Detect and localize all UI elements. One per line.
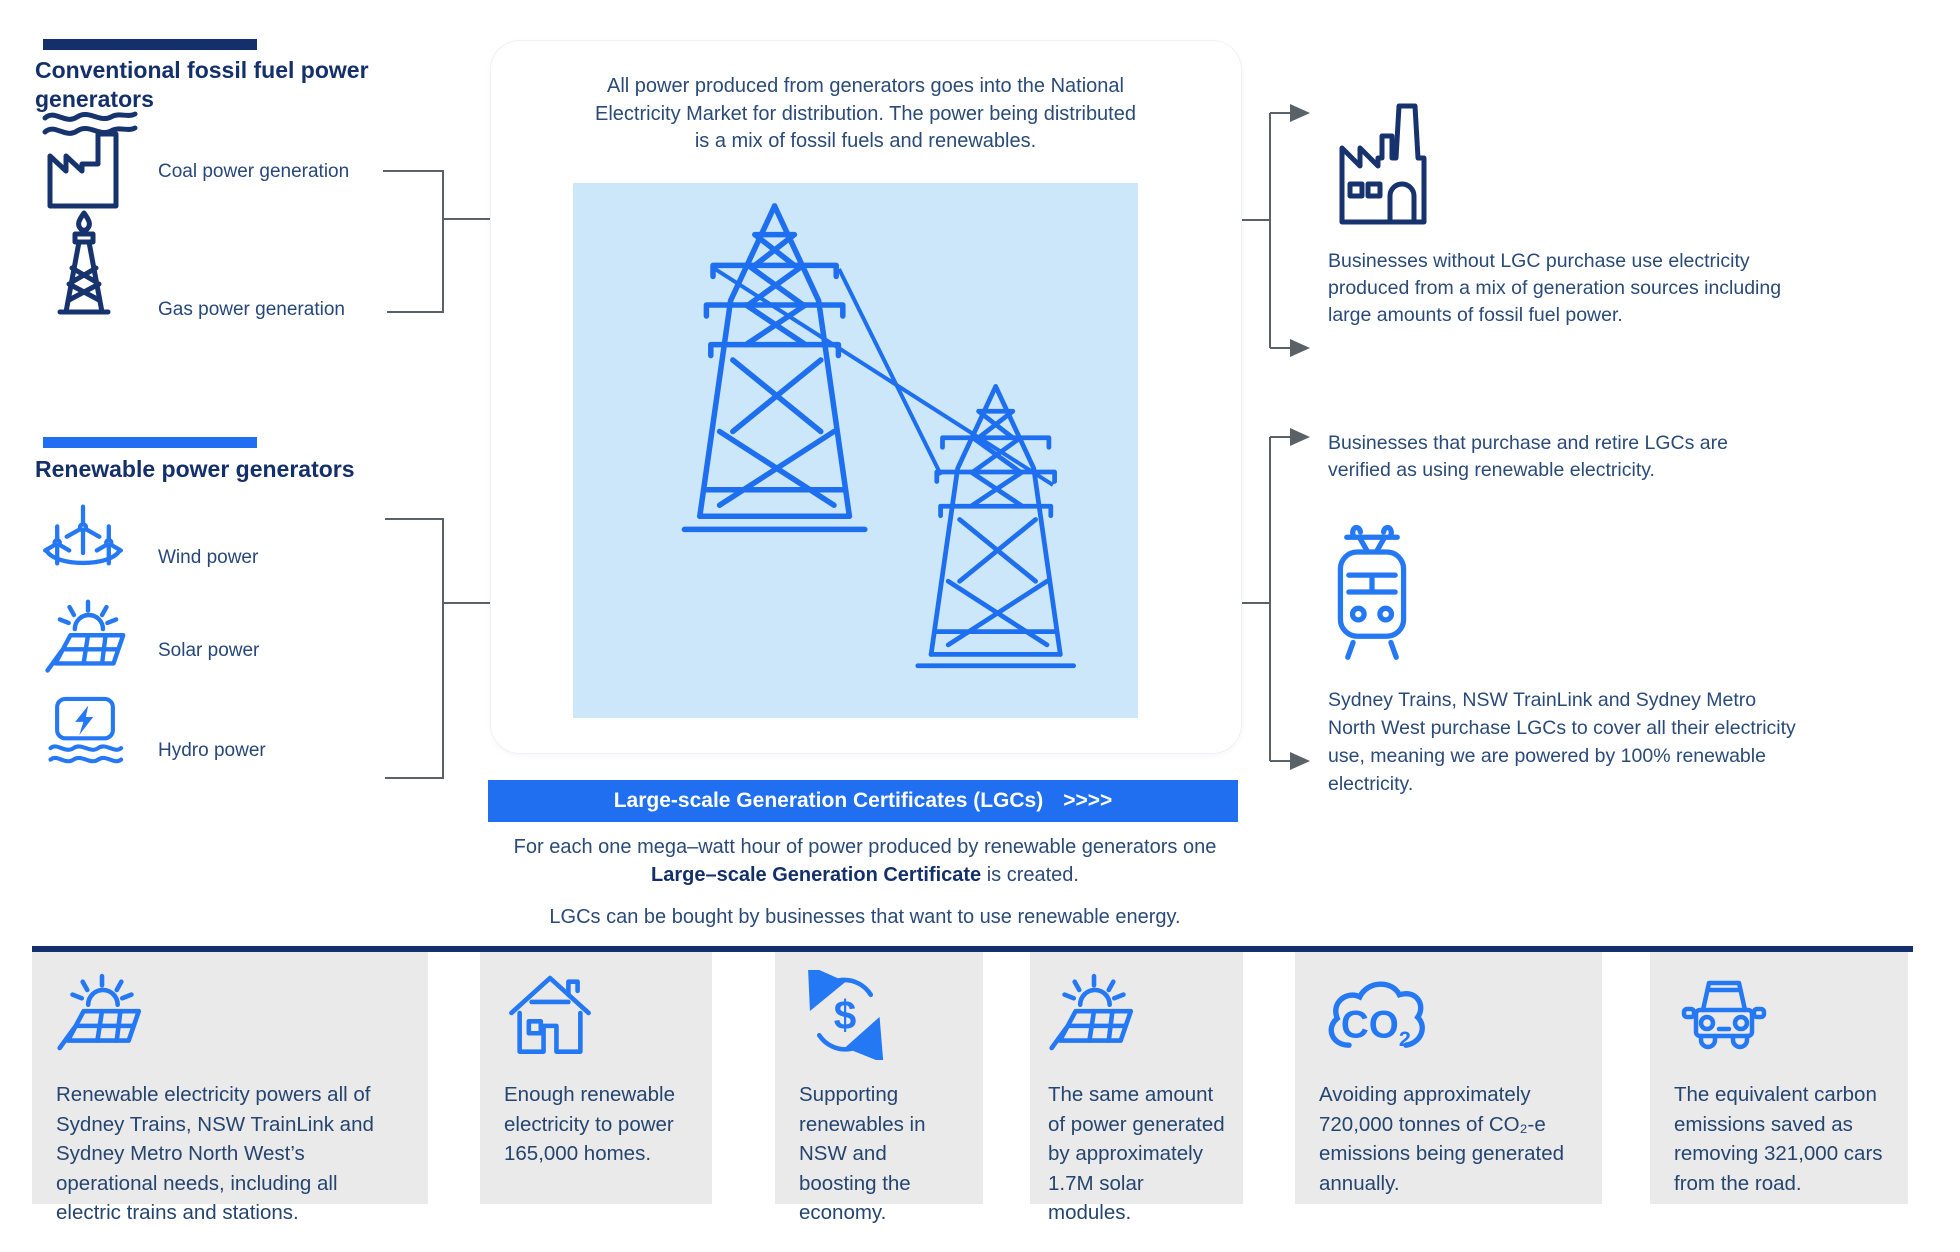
lgc-line2-tail: is created. (981, 864, 1079, 886)
lgc-bold-term: Large–scale Generation Certificate (651, 864, 982, 886)
dollar-cycle-icon (799, 970, 891, 1060)
market-intro-text: All power produced from generators goes into the National Electricity Market for distribution. The power being distributed is a mix of fossil fuels and renewables. (595, 75, 1136, 152)
fossil-section-title: Conventional fossil fuel power generators (35, 57, 369, 112)
benefit-text: The equivalent carbon emissions saved as removing 321,000 cars from the road. (1674, 1083, 1883, 1195)
svg-text:CO2 (1341, 1004, 1411, 1052)
benefit-card-solar-modules (1030, 952, 1243, 1224)
train-icon (1332, 522, 1412, 662)
wind-turbines-icon (40, 498, 126, 584)
car-icon (1674, 970, 1774, 1050)
benefit-text: Supporting renewables in NSW and boosting the economy. (799, 1083, 926, 1224)
dollar-glyph: $ (833, 991, 857, 1038)
benefit-card-renewable-operations (32, 952, 428, 1224)
hydro-power-icon (44, 690, 126, 780)
transmission-towers-icon (573, 183, 1138, 718)
benefit-card-co2 (1295, 952, 1602, 1204)
wind-power-label: Wind power (158, 547, 259, 568)
fossil-section-rule (43, 39, 257, 50)
benefit-card-homes (480, 952, 712, 1204)
hydro-power-label: Hydro power (158, 740, 266, 761)
co2-cloud-icon (1319, 970, 1437, 1056)
coal-power-label: Coal power generation (158, 161, 350, 182)
co2-sub: 2 (1398, 1027, 1411, 1052)
renewable-section-title: Renewable power generators (35, 456, 355, 482)
gas-power-label: Gas power generation (158, 299, 345, 320)
business-factory-icon (1332, 98, 1436, 228)
lgc-banner (488, 780, 1238, 822)
benefit-text: Enough renewable electricity to power 165,000 homes. (504, 1083, 675, 1165)
house-icon (504, 970, 596, 1056)
lgc-description-line2 (385, 864, 1345, 887)
lgc-buy-text: LGCs can be bought by businesses that want to use renewable energy. (549, 906, 1181, 928)
benefit-text: The same amount of power generated by approximately 1.7M solar modules. (1048, 1083, 1225, 1224)
lgc-description-line1: For each one mega–watt hour of power produced by renewable generators one (513, 836, 1217, 858)
renewable-section-rule (43, 437, 257, 448)
lgc-banner-arrows-icon: >>>> (1063, 789, 1113, 812)
benefit-card-economy (775, 952, 983, 1224)
solar-power-label: Solar power (158, 640, 260, 661)
coal-factory-icon (40, 108, 140, 210)
lgc-banner-label: Large-scale Generation Certificates (LGCs) (613, 789, 1044, 812)
trains-lgc-text: Sydney Trains, NSW TrainLink and Sydney Metro North West purchase LGCs to cover all their electricity use, meaning we are powered by 100% renewable electricity. (1328, 689, 1796, 795)
solar-panel-icon (1048, 970, 1140, 1056)
benefit-text: Renewable electricity powers all of Sydney Trains, NSW TrainLink and Sydney Metro North West’s operational needs, including all electric trains and stations. (56, 1083, 374, 1224)
solar-panel-icon (56, 970, 148, 1056)
benefit-card-cars (1650, 952, 1908, 1204)
solar-panel-icon (44, 596, 132, 678)
transmission-illustration (573, 183, 1138, 718)
no-lgc-text: Businesses without LGC purchase use electricity produced from a mix of generation sources including large amounts of fossil fuel power. (1328, 250, 1782, 326)
co2-main: CO (1340, 1003, 1399, 1047)
benefit-text: Avoiding approximately 720,000 tonnes of CO₂-e emissions being generated annually. (1319, 1083, 1565, 1195)
with-lgc-text: Businesses that purchase and retire LGCs are verified as using renewable electricity. (1328, 432, 1728, 481)
gas-derrick-icon (48, 210, 120, 318)
